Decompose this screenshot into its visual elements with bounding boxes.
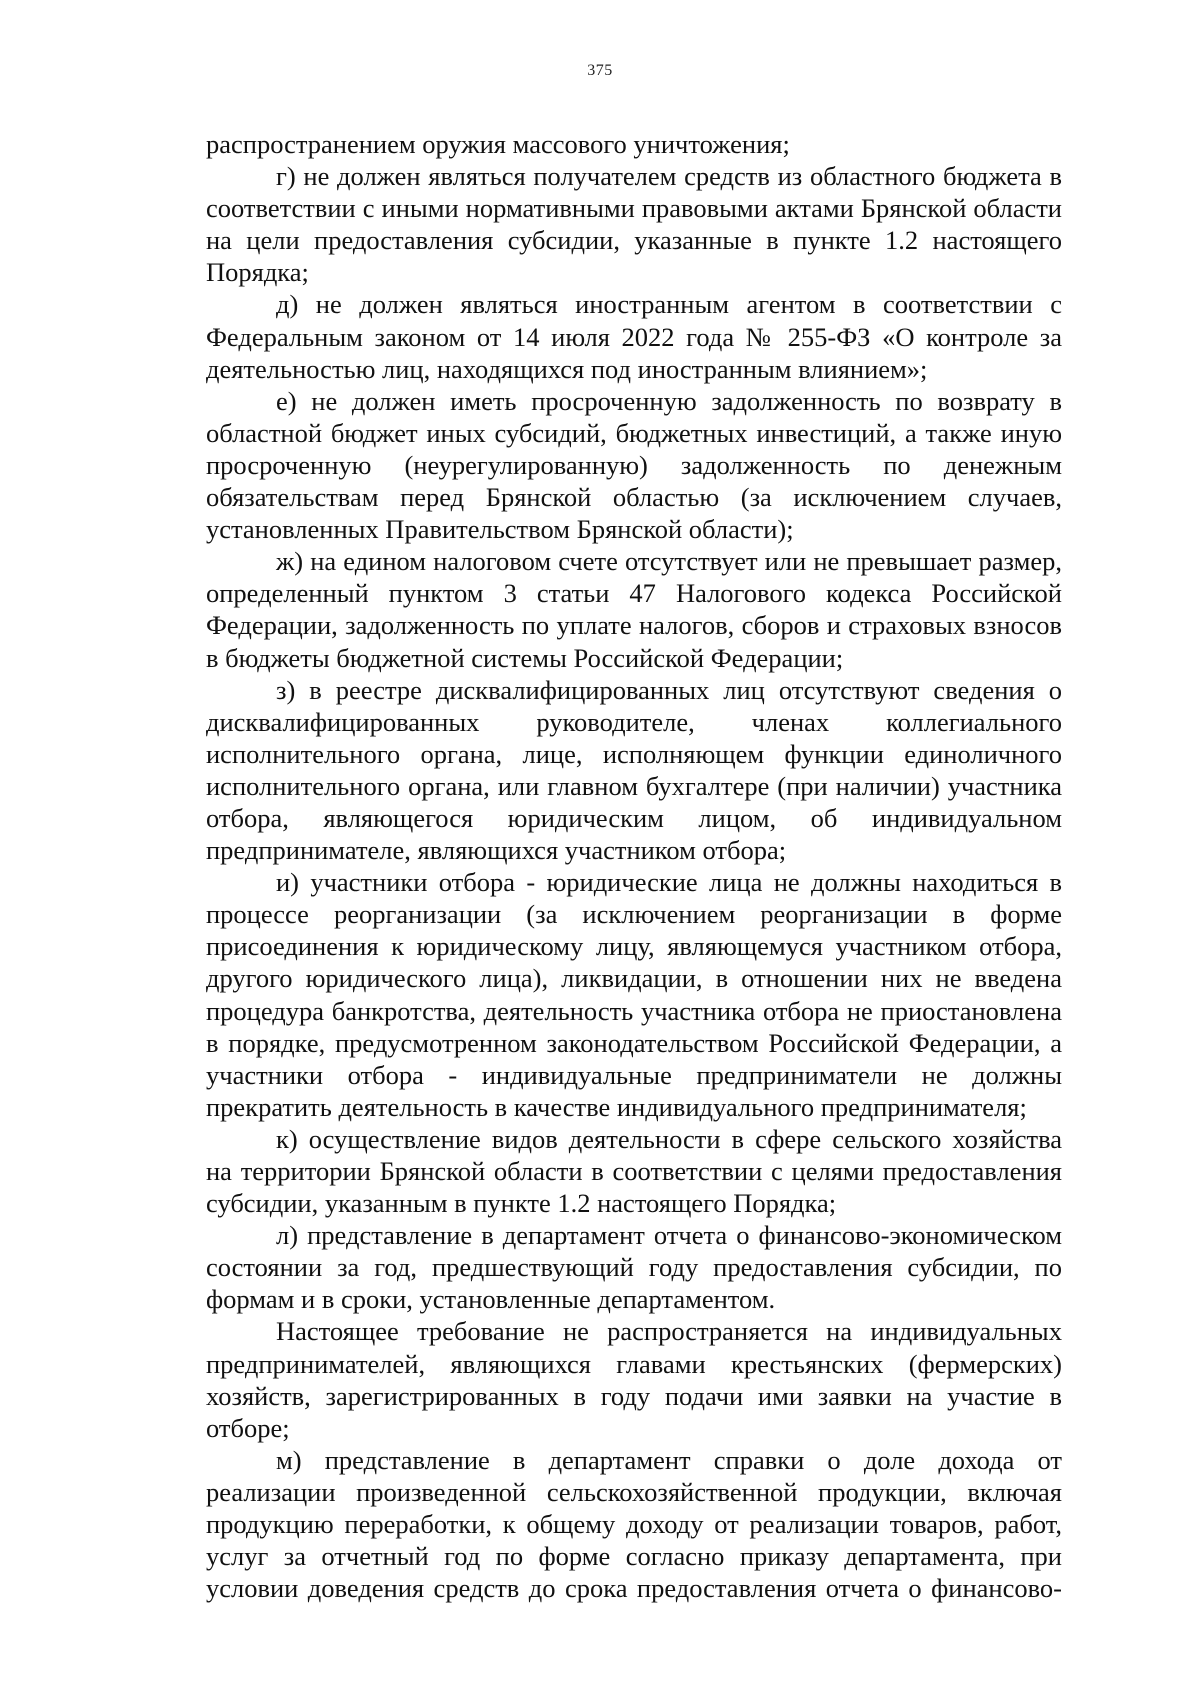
paragraph-item-k: к) осуществление видов деятельности в сфере сельского хозяйства на территории Брянской области в соответствии с целями предоставления субсидии, указанным в пункте 1.2 настоящего Порядка; [206,1123,1062,1219]
paragraph-item-d: д) не должен являться иностранным агентом в соответствии с Федеральным законом от 14 июля 2022 года № 255-ФЗ «О контроле за деятельностью лиц, находящихся под иностранным влиянием»; [206,289,1062,384]
paragraph-item-m: м) представление в департамент справки о доле дохода от реализации произведенной сельскохозяйственной продукции, включая продукцию переработки, к общему доходу от реализации товаров, работ, услуг за отчетный год по форме согласно приказу департамента, при условии доведения средств до срока предоставления отчета о финансово- [206,1444,1062,1604]
paragraph-item-g: г) не должен являться получателем средств из областного бюджета в соответствии с иными нормативными правовыми актами Брянской области на цели предоставления субсидии, указанные в пункте 1.2 настоящего Порядка; [206,161,1062,288]
paragraph-item-zh: ж) на едином налоговом счете отсутствует или не превышает размер, определенный пунктом 3 статьи 47 Налогового кодекса Российской Федерации, задолженность по уплате налогов, сборов и страховых взносов в бюджеты бюджетной системы Российской Федерации; [206,546,1062,673]
paragraph-item-e: е) не должен иметь просроченную задолженность по возврату в областной бюджет иных субсидий, бюджетных инвестиций, а также иную просроченную (неурегулированную) задолженность по денежным обязательствам перед Брянской областью (за исключением случаев, установленных Правительством Брянской области); [206,385,1062,545]
page-number: 375 [587,62,613,79]
paragraph-item-l: л) представление в департамент отчета о финансово-экономическом состоянии за год, предшествующий году предоставления субсидии, по формам и в сроки, установленные департаментом. [206,1220,1062,1315]
paragraph-item-z: з) в реестре дисквалифицированных лиц отсутствуют сведения о дисквалифицированных руководителе, членах коллегиального исполнительного органа, лице, исполняющем функции единоличного исполнительного органа, или главном бухгалтере (при наличии) участника отбора, являющегося юридическим лицом, об индивидуальном предпринимателе, являющихся участником отбора; [206,674,1062,866]
paragraph-continuation: распространением оружия массового уничтожения; [206,129,790,159]
paragraph-item-i: и) участники отбора - юридические лица не должны находиться в процессе реорганизации (за исключением реорганизации в форме присоединения к юридическому лицу, являющемуся участником отбора, другого юридического лица), ликвидации, в отношении них не введена процедура банкротства, деятельность участника отбора не приостановлена в порядке, предусмотренном законодательством Российской Федерации, а участники отбора - индивидуальные предприниматели не должны прекратить деятельность в качестве индивидуального предпринимателя; [206,867,1062,1122]
document-body [206,128,1062,1604]
paragraph-note: Настоящее требование не распространяется на индивидуальных предпринимателей, являющихся главами крестьянских (фермерских) хозяйств, зарегистрированных в году подачи ими заявки на участие в отборе; [206,1316,1062,1443]
